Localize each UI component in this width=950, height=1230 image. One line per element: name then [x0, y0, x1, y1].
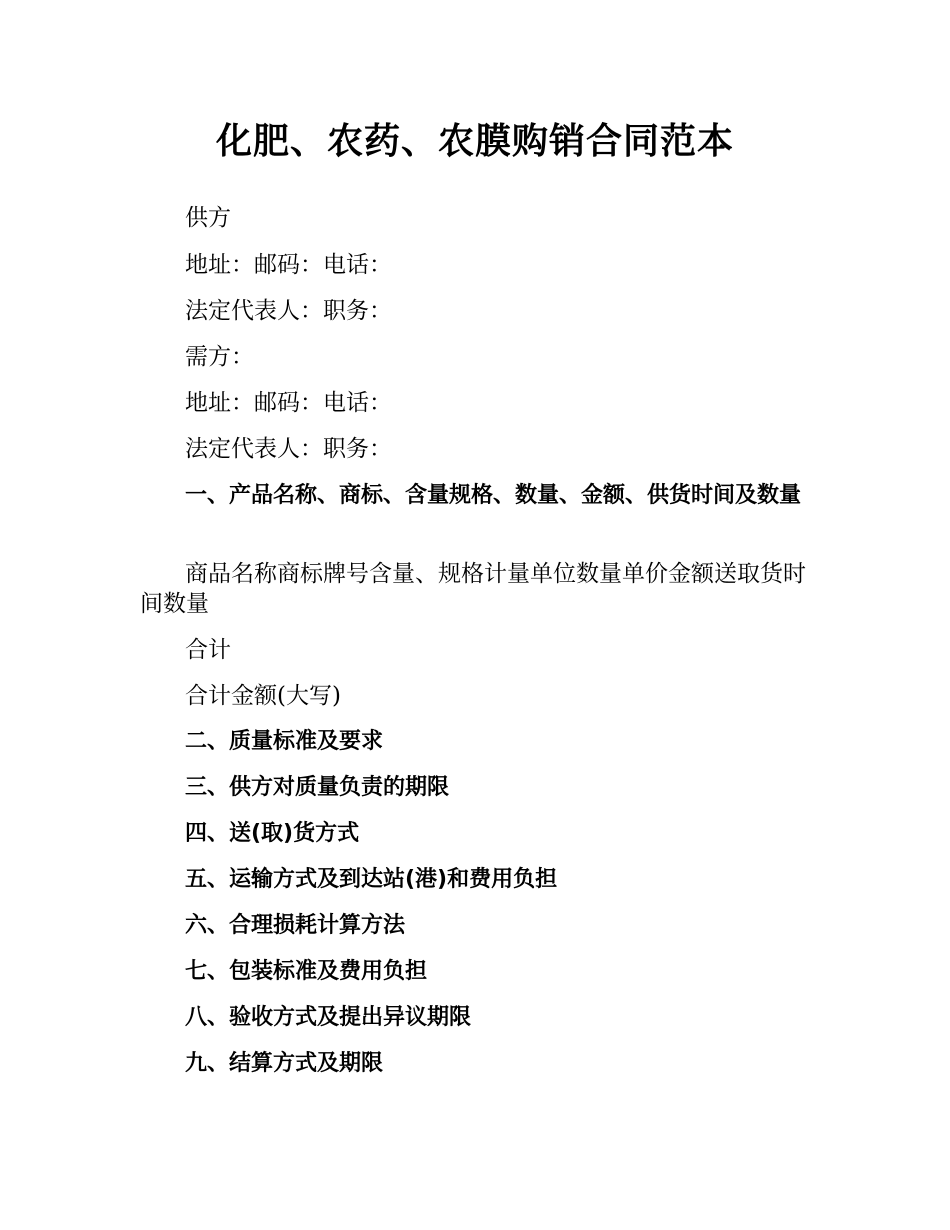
total-amount-label: 合计金额(大写)	[185, 683, 341, 709]
document-title: 化肥、农药、农膜购销合同范本	[215, 121, 734, 162]
buyer-representative-line: 法定代表人：职务：	[185, 436, 392, 462]
buyer-address-line: 地址：邮码：电话：	[185, 390, 392, 416]
product-columns-line: 商品名称商标牌号含量、规格计量单位数量单价金额送取货时间数量	[140, 561, 806, 617]
total-label: 合计	[185, 637, 231, 663]
section-5-heading: 五、运输方式及到达站(港)和费用负担	[185, 867, 558, 892]
supplier-representative-line: 法定代表人：职务：	[185, 298, 392, 324]
section-1-heading: 一、产品名称、商标、含量规格、数量、金额、供货时间及数量	[185, 483, 802, 508]
section-8-heading: 八、验收方式及提出异议期限	[185, 1005, 472, 1030]
section-7-heading: 七、包装标准及费用负担	[185, 959, 428, 984]
section-9-heading: 九、结算方式及期限	[185, 1051, 384, 1076]
supplier-label: 供方	[185, 205, 231, 231]
section-6-heading: 六、合理损耗计算方法	[185, 913, 406, 938]
buyer-label: 需方：	[185, 344, 254, 370]
supplier-address-line: 地址：邮码：电话：	[185, 252, 392, 278]
section-3-heading: 三、供方对质量负责的期限	[185, 775, 450, 800]
section-2-heading: 二、质量标准及要求	[185, 729, 384, 754]
section-4-heading: 四、送(取)货方式	[185, 821, 360, 846]
